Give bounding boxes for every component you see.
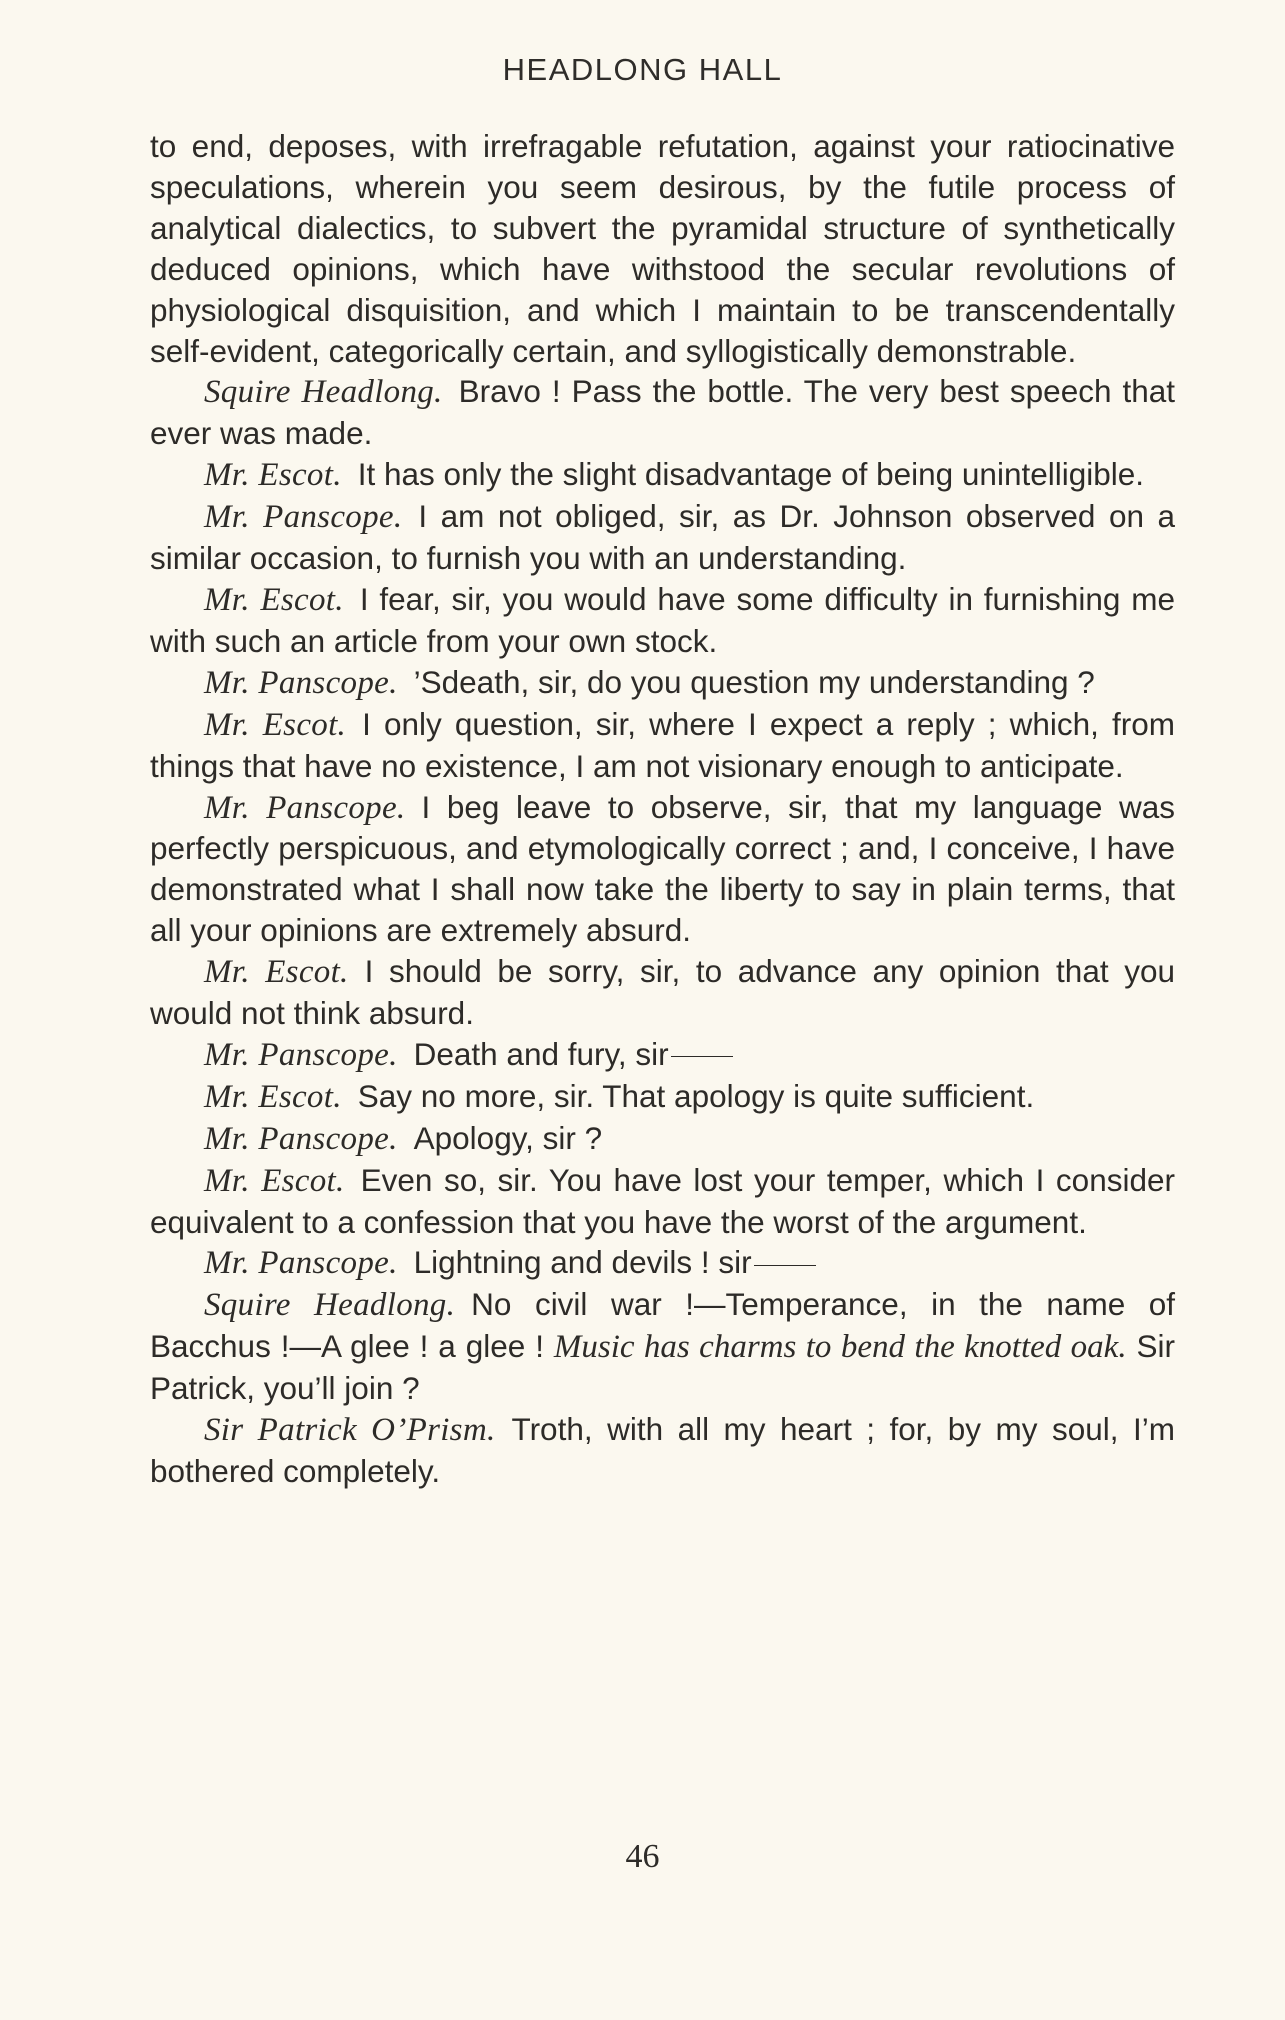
speech-text: Troth, with all my heart ; for, by my soul, I’m bothered completely. bbox=[150, 1411, 1175, 1489]
speaker-name: Squire Headlong. bbox=[204, 374, 443, 411]
dialogue-paragraph bbox=[150, 1076, 1175, 1118]
speaker-name: Sir Patrick O’Prism. bbox=[204, 1412, 496, 1449]
speech-text: It has only the slight disadvantage of being unintelligible. bbox=[357, 456, 1145, 493]
speaker-name: Mr. Panscope. bbox=[204, 1036, 398, 1073]
speaker-name: Mr. Escot. bbox=[204, 954, 349, 991]
speaker-name: Mr. Escot. bbox=[204, 581, 344, 618]
dialogue-paragraph bbox=[150, 1034, 1175, 1076]
interruption-dash bbox=[754, 1265, 816, 1266]
paragraph-text: to end, deposes, with irrefragable refutation, against your ratiocinative speculations, wherein you seem desirous, by the futile process of analytical dialectics, to subvert the pyramidal structure of synthetically deduced opinions, which have withstood the secular revolutions of physiological disquisition, and which I maintain to be transcendentally self-evident, categorically certain, and syllogistically demonstrable. bbox=[150, 128, 1175, 369]
page-body bbox=[150, 126, 1175, 1492]
speech-text: I am not obliged, sir, as Dr. Johnson observed on a similar occasion, to furnish you with an understanding. bbox=[150, 498, 1175, 577]
speech-text: I only question, sir, where I expect a reply ; which, from things that have no existence, I am not visionary enough to anticipate. bbox=[150, 705, 1175, 784]
speaker-name: Mr. Panscope. bbox=[204, 499, 403, 536]
speaker-name: Mr. Panscope. bbox=[204, 1120, 398, 1157]
page-number: 46 bbox=[625, 1838, 660, 1875]
speaker-name: Mr. Panscope. bbox=[204, 789, 406, 826]
speech-text: Death and fury, sir bbox=[413, 1035, 669, 1072]
speaker-name: Mr. Panscope. bbox=[204, 664, 398, 701]
dialogue-paragraph bbox=[150, 662, 1175, 704]
running-head: HEADLONG HALL bbox=[502, 52, 783, 87]
speech-text: I should be sorry, sir, to advance any opinion that you would not think absurd. bbox=[150, 953, 1175, 1032]
speech-text: No civil war !—Temperance, in the name of Bacchus !—A glee ! a glee ! bbox=[150, 1286, 1176, 1365]
speech-text: Sir Patrick, you’ll join ? bbox=[150, 1328, 1175, 1407]
speaker-name: Mr. Escot. bbox=[204, 457, 342, 494]
dialogue-paragraph bbox=[150, 951, 1175, 1034]
dialogue-paragraph bbox=[150, 1409, 1175, 1492]
dialogue-paragraph bbox=[150, 371, 1175, 454]
quoted-glee-title: Music has charms to bend the knotted oak. bbox=[553, 1329, 1127, 1366]
speaker-name: Squire Headlong. bbox=[204, 1287, 456, 1324]
speech-text: I fear, sir, you would have some difficulty in furnishing me with such an article from your own stock. bbox=[150, 580, 1175, 659]
speech-text: Even so, sir. You have lost your temper, which I consider equivalent to a confession that you have the worst of the argument. bbox=[150, 1161, 1175, 1240]
dialogue-paragraph bbox=[150, 787, 1175, 952]
speech-text: Bravo ! Pass the bottle. The very best speech that ever was made. bbox=[150, 373, 1175, 452]
speech-text: Say no more, sir. That apology is quite sufficient. bbox=[357, 1077, 1035, 1114]
speaker-name: Mr. Escot. bbox=[204, 706, 347, 743]
speaker-name: Mr. Panscope. bbox=[204, 1245, 398, 1282]
dialogue-paragraph bbox=[150, 579, 1175, 662]
speaker-name: Mr. Escot. bbox=[204, 1078, 342, 1115]
dialogue-paragraph bbox=[150, 454, 1175, 496]
speaker-name: Mr. Escot. bbox=[204, 1162, 345, 1199]
dialogue-paragraph bbox=[150, 704, 1175, 787]
paragraph-continuation bbox=[150, 126, 1175, 371]
speech-text: ’Sdeath, sir, do you question my understanding ? bbox=[413, 663, 1095, 700]
dialogue-paragraph bbox=[150, 496, 1175, 579]
speech-text: Apology, sir ? bbox=[413, 1119, 603, 1156]
dialogue-paragraph bbox=[150, 1242, 1175, 1284]
interruption-dash bbox=[671, 1056, 733, 1057]
dialogue-paragraph bbox=[150, 1284, 1175, 1409]
speech-text: Lightning and devils ! sir bbox=[413, 1244, 752, 1281]
speech-text: I beg leave to observe, sir, that my language was perfectly perspicuous, and etymologically correct ; and, I conceive, I have demonstrated what I shall now take the liberty to say in plain terms, that all your opinions are extremely absurd. bbox=[150, 788, 1175, 949]
dialogue-paragraph bbox=[150, 1160, 1175, 1243]
dialogue-paragraph bbox=[150, 1118, 1175, 1160]
